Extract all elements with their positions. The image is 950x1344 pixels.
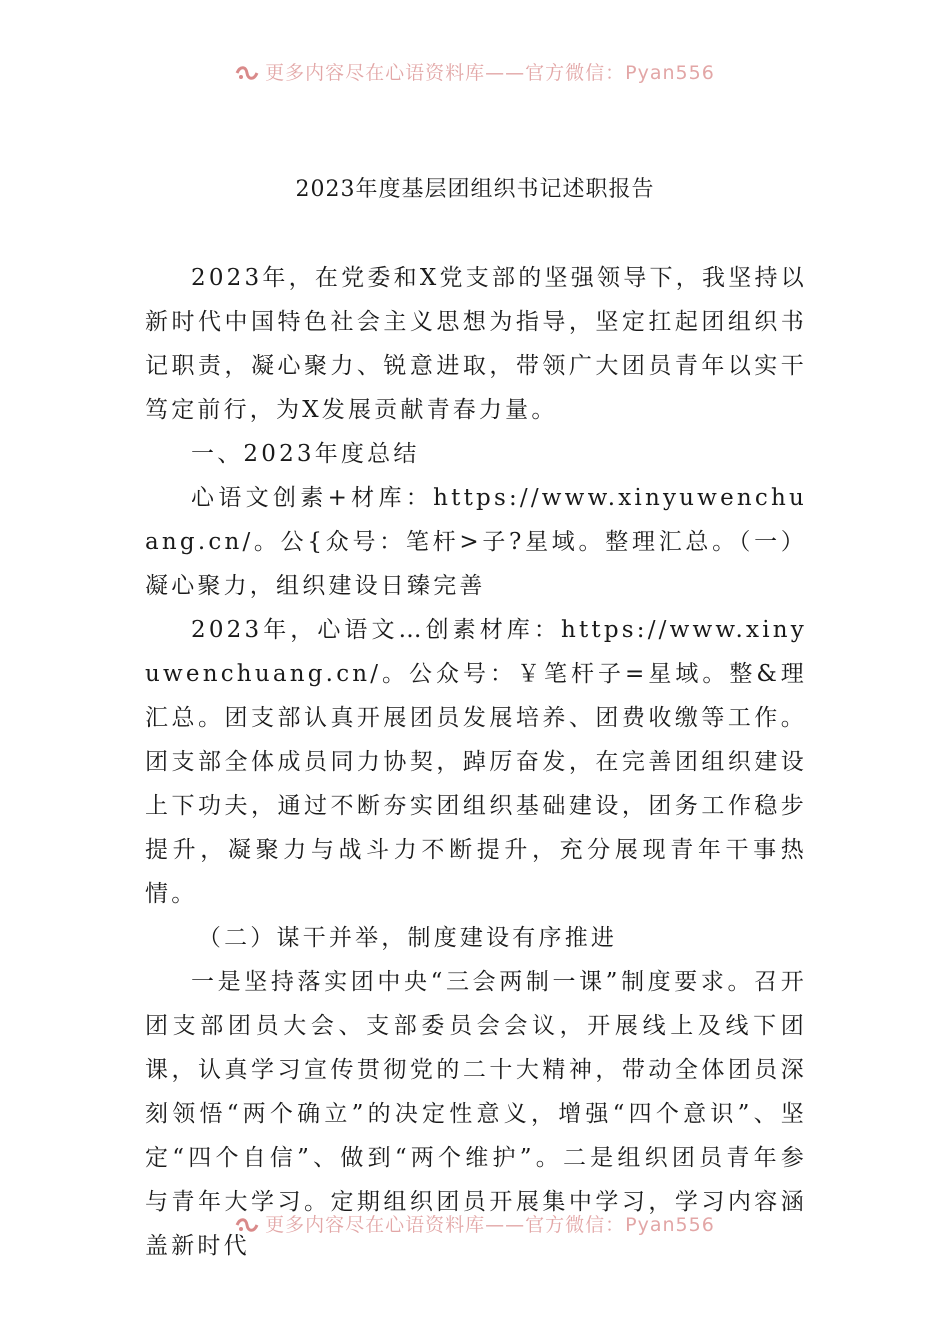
- logo-icon: [235, 64, 259, 82]
- watermark-top: [0, 58, 950, 85]
- logo-icon: [235, 1216, 259, 1234]
- watermark-text: 更多内容尽在心语资料库——官方微信：Pyan556: [265, 62, 715, 84]
- subheading-system: （二）谋干并举，制度建设有序推进: [197, 925, 618, 951]
- paragraph-intro: 2023年，在党委和X党支部的坚强领导下，我坚持以新时代中国特色社会主义思想为指导，坚定扛起团组织书记职责，凝心聚力、锐意进取，带领广大团员青年以实干笃定前行，为X发展贡献青春力量。: [145, 265, 807, 423]
- document-body: [145, 256, 807, 1268]
- document-title: 2023年度基层团组织书记述职报告: [295, 177, 655, 202]
- paragraph-system: 一是坚持落实团中央“三会两制一课”制度要求。召开团支部团员大会、支部委员会会议，开展线上及线下团课，认真学习宣传贯彻党的二十大精神，带动全体团员深刻领悟“两个确立”的决定性意义，增强“四个意识”、坚定“四个自信”、做到“两个维护”。二是组织团员青年参与青年大学习。定期组织团员开展集中学习，学习内容涵盖新时代: [145, 969, 807, 1259]
- paragraph-organization: 2023年，心语文…创素材库：https://www.xinyuwenchuang.cn/。公众号：￥笔杆子=星域。整&理汇总。团支部认真开展团员发展培养、团费收缴等工作。团支部全体成员同力协契，踔厉奋发，在完善团组织建设上下功夫，通过不断夯实团组织基础建设，团务工作稳步提升，凝聚力与战斗力不断提升，充分展现青年干事热情。: [145, 617, 807, 907]
- watermark-bottom: [0, 1210, 950, 1237]
- watermark-text: 更多内容尽在心语资料库——官方微信：Pyan556: [265, 1214, 715, 1236]
- paragraph-watermark-heading: 心语文创素+材库：https://www.xinyuwenchuang.cn/。公{众号：笔杆>子?星域。整理汇总。（一）凝心聚力，组织建设日臻完善: [145, 485, 807, 599]
- section-heading-summary: 一、2023年度总结: [191, 441, 420, 467]
